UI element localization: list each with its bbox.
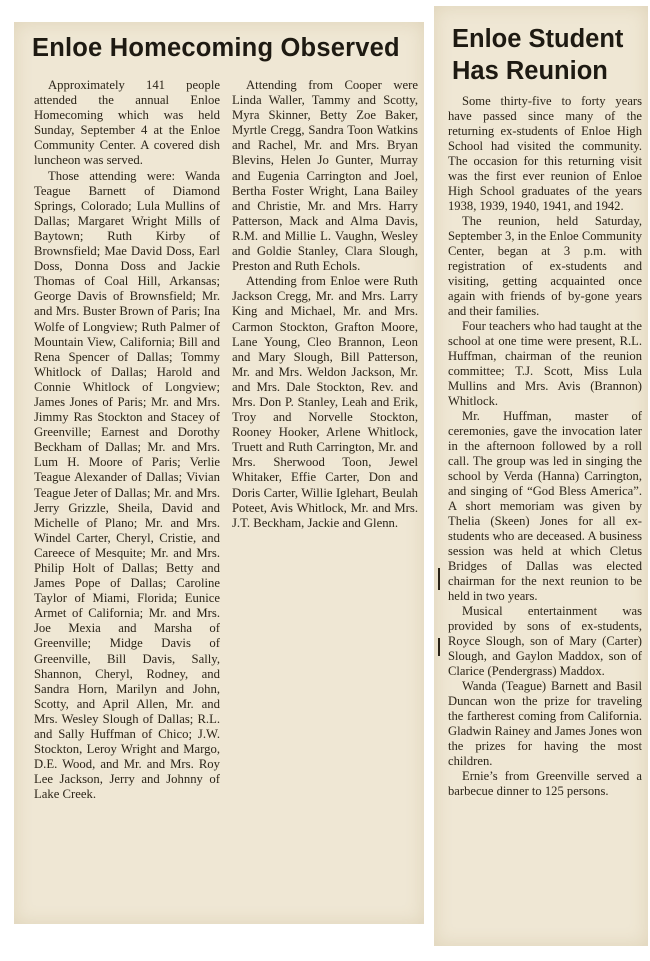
article-paragraph: Wanda (Teague) Barnett and Basil Duncan won the prize for traveling the fartherest coming from California. Gladwin Rainey and James Jones won the prizes for having the most children. [448,679,642,768]
article-paragraph: Four teachers who had taught at the school at one time were present, R.L. Huffman, chairman of the reunion committee; T.J. Scott, Miss Lula Mullins and Mrs. Avis (Brannon) Whitlock. [448,319,642,408]
article-paragraph: Ernie’s from Greenville served a barbecue dinner to 125 persons. [448,769,642,798]
reunion-column [448,94,642,799]
article-paragraph: Approximately 141 people attended the annual Enloe Homecoming which was held Sunday, September 4 at the Enloe Community Center. A covered dish luncheon was served. [34,78,220,168]
article-paragraph: Attending from Cooper were Linda Waller, Tammy and Scotty, Myra Skinner, Betty Zoe Baker, Myrtle Cregg, Sandra Toon Watkins and Rachel, Mr. and Mrs. Bryan Blevins, Helen Jo Gunter, Murray and Eugenia Carrington and Joel, Bertha Foster Wright, Lana Bailey and Christie, Mr. and Mrs. Harry Patterson, Mack and Alma Davis, R.M. and Millie L. Vaughn, Wesley and Goldie Stanley, Clara Slough, Preston and Ruth Echols. [232,78,418,274]
homecoming-column-1 [34,78,220,803]
article-paragraph: Musical entertainment was provided by sons of ex-students, Royce Slough, son of Mary (Carter) Slough, and Gaylon Maddox, son of Clarice (Pendergrass) Maddox. [448,604,642,678]
homecoming-clipping [14,22,424,924]
homecoming-headline: Enloe Homecoming Observed [32,34,400,62]
margin-pen-mark [438,568,440,590]
article-paragraph: Some thirty-five to forty years have passed since many of the returning ex-students of Enloe High School had visited the community. The occasion for this returning visit was the first ever reunion of Enloe High School graduates of the years 1938, 1939, 1940, 1941, and 1942. [448,94,642,213]
article-paragraph: Attending from Enloe were Ruth Jackson Cregg, Mr. and Mrs. Larry King and Michael, Mr. and Mrs. Carmon Stockton, Grafton Moore, Lane Young, Cleo Brannon, Leon and Mary Slough, Bill Patterson, Mr. and Mrs. Weldon Jackson, Mr. and Mrs. Dale Stockton, Rev. and Mrs. Don P. Stanley, Leah and Erik, Troy and Norvelle Stockton, Rooney Hooker, Arlene Whitlock, Truett and Ruth Carrington, Mr. and Mrs. Sherwood Toon, Jewel Whitaker, Effie Carter, Don and Doris Carter, Willie Iglehart, Beulah Poteet, Avis Whitlock, Mr. and Mrs. J.T. Beckham, Jackie and Glenn. [232,274,418,530]
reunion-clipping [434,6,648,946]
reunion-headline: Enloe Student Has Reunion [452,25,624,85]
homecoming-column-2 [232,78,418,531]
margin-pen-mark [438,638,440,656]
article-paragraph: Those attending were: Wanda Teague Barnett of Diamond Springs, Colorado; Lula Mullins of Dallas; Margaret Wright Mills of Baytown; Ruth Kirby of Brownsfield; Mae David Doss, Earl Doss, Donna Doss and Jackie Thomas of Coal Hill, Arkansas; George Davis of Brownsfield; Mr. and Mrs. Buster Brown of Paris; Ina Wolfe of Longview; Ruth Palmer of Mountain View, California; Bill and Rena Spencer of Dallas; Tommy Whitlock of Dallas; Harold and Connie Whitlock of Longview; James Jones of Paris; Mr. and Mrs. Jimmy Ras Stockton and Stacey of Greenville; Earnest and Dorothy Beckham of Dallas; Mr. and Mrs. Lum H. Moore of Paris; Verlie Teague Alexander of Dallas; Vivian Teague Jeter of Dallas; Mr. and Mrs. Jerry Grizzle, Sheila, David and Michelle of Plano; Mr. and Mrs. Windel Carter, Cheryl, Cristie, and Careece of Mesquite; Mr. and Mrs. Philip Holt of Dallas; Betty and James Pope of Dallas; Caroline Taylor of Miami, Florida; Eunice Armet of California; Mr. and Mrs. Joe Mexia and Marsha of Greenville; Midge Davis of Greenville, Bill Davis, Sally, Shannon, Cheryl, Rodney, and Sandra Horn, Marilyn and John, Scotty, and April Allen, Mr. and Mrs. Wesley Slough of Dallas; R.L. and Sally Huffman of Chico; J.W. Stockton, Leroy Wright and Margo, D.E. Wood, and Mr. and Mrs. Roy Lee Jackson, Jerry and Johnny of Lake Creek. [34,168,220,802]
article-paragraph: Mr. Huffman, master of ceremonies, gave the invocation later in the afternoon followed by a roll call. The group was led in singing the school by Verda (Hanna) Carrington, and singing of “God Bless America”. A short memoriam was given by Thelia (Skeen) Jones for all ex-students who are deceased. A business session was held at which Cletus Bridges of Dallas was elected chairman for the next reunion to be held in two years. [448,409,642,603]
article-paragraph: The reunion, held Saturday, September 3, in the Enloe Community Center, began at 3 p.m. with registration of ex-students and visiting, getting acquainted once again with friends of by-gone years and their families. [448,214,642,318]
